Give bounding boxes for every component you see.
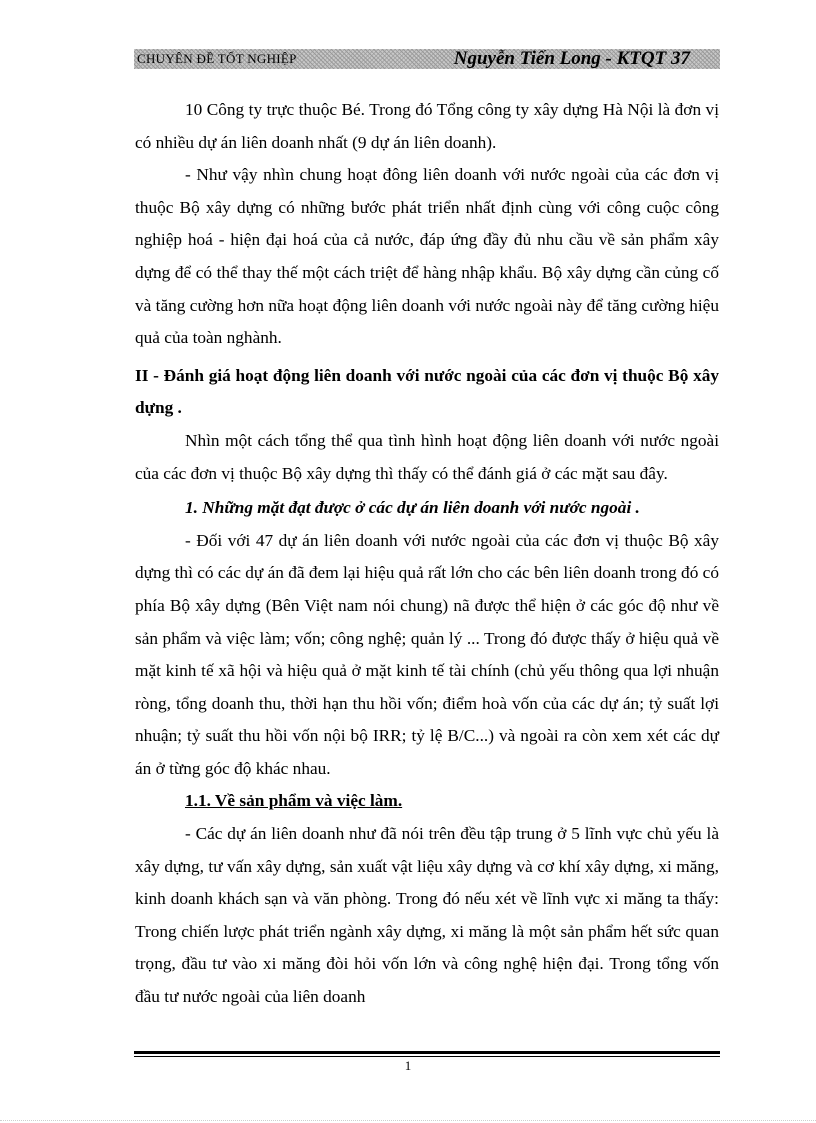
subsection-heading-1-1 — [135, 785, 719, 818]
paragraph-2: - Như vậy nhìn chung hoạt đông liên doanh với nước ngoài của các đơn vị thuộc Bộ xây dựng có những bước phát triển nhất định cùng với công cuộc công nghiệp hoá - hiện đại hoá của cả nước, đáp ứng đầy đủ nhu cầu về sản phẩm xây dựng để có thể thay thế một cách triệt để hàng nhập khẩu. Bộ xây dựng cần củng cố và tăng cường hơn nữa hoạt động liên doanh với nước ngoài này để tăng cường hiệu quả của toàn nghành. — [135, 165, 719, 348]
section-heading-2: II - Đánh giá hoạt động liên doanh với nước ngoài của các đơn vị thuộc Bộ xây dựng . — [135, 365, 719, 418]
paragraph-1: 10 Công ty trực thuộc Bé. Trong đó Tổng công ty xây dựng Hà Nội là đơn vị có nhiều dự án liên doanh nhất (9 dự án liên doanh). — [135, 100, 719, 152]
footer-rule-thin — [134, 1056, 720, 1057]
page-number: 1 — [404, 1058, 412, 1073]
subsection-heading-1-1-text: 1.1. Về sản phẩm và việc làm. — [185, 791, 403, 811]
paragraph-4: - Đối với 47 dự án liên doanh với nước ngoài của các đơn vị thuộc Bộ xây dựng thì có các dự án đã đem lại hiệu quả rất lớn cho các bên liên doanh trong đó có phía Bộ xây dựng (Bên Việt nam nói chung) nã được thể hiện ở các góc độ như về sản phẩm và việc làm; vốn; công nghệ; quản lý ... Trong đó được thấy ở hiệu quả về mặt kinh tế xã hội và hiệu quả ở mặt kinh tế tài chính (chủ yếu thông qua lợi nhuận ròng, tổng doanh thu, thời hạn thu hồi vốn; điểm hoà vốn của các dự án; tỷ suất lợi nhuận; tỷ suất thu hồi vốn nội bộ IRR; tỷ lệ B/C...) và ngoài ra còn xem xét các dự án ở từng góc độ khác nhau. — [135, 530, 719, 778]
document-body — [135, 94, 719, 1014]
page-bottom-dotted-line — [0, 1120, 816, 1122]
paragraph-3: Nhìn một cách tổng thể qua tình hình hoạt động liên doanh với nước ngoài của các đơn vị thuộc Bộ xây dựng thì thấy có thể đánh giá ở các mặt sau đây. — [135, 430, 719, 483]
subsection-heading-1: 1. Những mặt đạt được ở các dự án liên doanh với nước ngoài . — [185, 498, 640, 518]
paragraph-5: - Các dự án liên doanh như đã nói trên đều tập trung ở 5 lĩnh vực chủ yếu là xây dựng, tư vấn xây dựng, sản xuất vật liệu xây dựng và cơ khí xây dựng, xi măng, kinh doanh khách sạn và văn phòng. Trong đó nếu xét về lĩnh vực xi măng ta thấy: Trong chiến lược phát triển ngành xây dựng, xi măng là một sản phẩm hết sức quan trọng, đầu tư vào xi măng đòi hỏi vốn lớn và công nghệ hiện đại. Trong tổng vốn đầu tư nước ngoài của liên doanh — [135, 824, 719, 1007]
footer-rule-thick — [134, 1051, 720, 1054]
header-author: Nguyễn Tiến Long - KTQT 37 — [453, 48, 690, 69]
page-header — [134, 49, 720, 69]
header-title: CHUYÊN ĐỀ TỐT NGHIỆP — [137, 51, 297, 66]
